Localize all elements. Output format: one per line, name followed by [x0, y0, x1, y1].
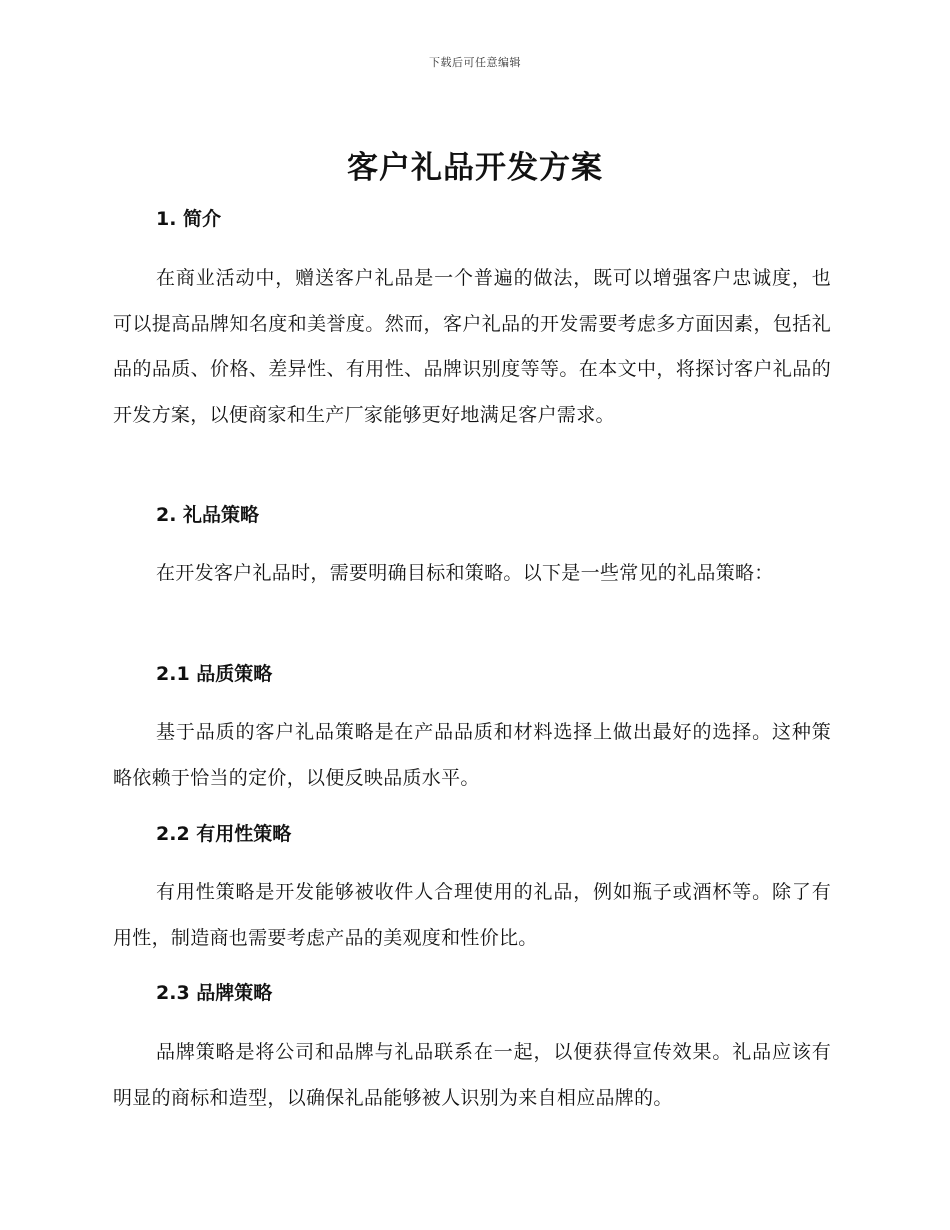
section-paragraph-usefulness-strategy: 有用性策略是开发能够被收件人合理使用的礼品，例如瓶子或酒杯等。除了有用性，制造商也需要考虑产品的美观度和性价比。	[113, 881, 831, 949]
section-heading-intro: 1. 简介	[156, 208, 222, 230]
section-heading-quality-strategy: 2.1 品质策略	[156, 663, 273, 685]
section-heading-usefulness-strategy: 2.2 有用性策略	[156, 823, 292, 845]
section-paragraph-brand-strategy: 品牌策略是将公司和品牌与礼品联系在一起，以便获得宣传效果。礼品应该有明显的商标和造型，以确保礼品能够被人识别为来自相应品牌的。	[113, 1041, 831, 1109]
section-heading-brand-strategy: 2.3 品牌策略	[156, 982, 273, 1004]
section-paragraph-quality-strategy: 基于品质的客户礼品策略是在产品品质和材料选择上做出最好的选择。这种策略依赖于恰当的定价，以便反映品质水平。	[113, 721, 831, 789]
section-paragraph-intro: 在商业活动中，赠送客户礼品是一个普遍的做法，既可以增强客户忠诚度，也可以提高品牌知名度和美誉度。然而，客户礼品的开发需要考虑多方面因素，包括礼品的品质、价格、差异性、有用性、品牌识别度等等。在本文中，将探讨客户礼品的开发方案，以便商家和生产厂家能够更好地满足客户需求。	[113, 267, 831, 426]
section-paragraph-gift-strategy: 在开发客户礼品时，需要明确目标和策略。以下是一些常见的礼品策略：	[156, 562, 774, 584]
document-title: 客户礼品开发方案	[347, 150, 603, 186]
section-heading-gift-strategy: 2. 礼品策略	[156, 504, 260, 526]
header-note: 下载后可任意编辑	[429, 56, 521, 69]
